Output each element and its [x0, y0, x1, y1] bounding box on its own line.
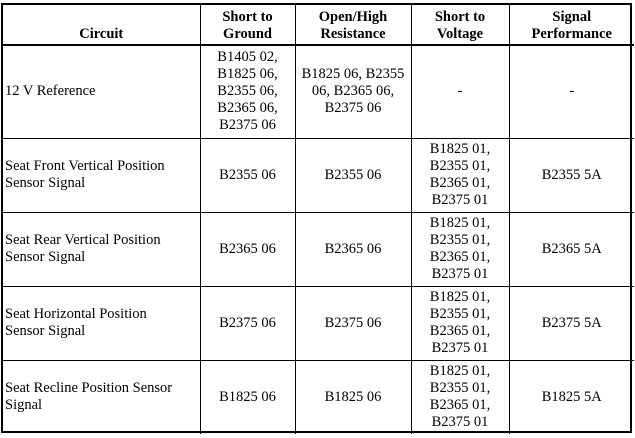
cell-circuit	[3, 45, 200, 138]
cell-open-high-resistance	[295, 212, 411, 286]
cell-short-to-voltage	[411, 138, 509, 212]
cell-line: B2375 06	[324, 100, 382, 117]
header-short-to-voltage: Short to Voltage	[411, 5, 509, 45]
cell-line: B2375 06	[219, 117, 276, 134]
cell-line: B2375 01	[431, 414, 489, 431]
cell-line: B2355 06	[324, 166, 382, 183]
cell-line: B1825 01,	[429, 215, 491, 231]
cell-circuit	[3, 286, 200, 360]
cell-line: B2375 06	[324, 314, 382, 331]
cell-short-to-ground	[200, 360, 295, 434]
table-row	[3, 138, 634, 212]
cell-signal-performance	[509, 45, 634, 138]
cell-line: B2355 01,	[429, 158, 491, 174]
cell-line: B1825 06	[219, 388, 276, 405]
cell-line: B2365 01,	[429, 397, 491, 414]
cell-short-to-ground	[200, 45, 295, 138]
cell-line: 12 V Reference	[5, 83, 96, 100]
cell-line: B2355 5A	[541, 166, 602, 183]
cell-circuit	[3, 138, 200, 212]
cell-line: B1825 01,	[429, 141, 491, 157]
cell-circuit	[3, 212, 200, 286]
cell-line: B2365 01,	[429, 323, 491, 339]
cell-circuit	[3, 360, 200, 434]
cell-signal-performance	[509, 212, 634, 286]
cell-signal-performance	[509, 138, 634, 212]
table-row	[3, 286, 634, 360]
cell-line: B2375 06	[219, 314, 276, 331]
cell-open-high-resistance	[295, 360, 411, 434]
cell-short-to-ground	[200, 138, 295, 212]
cell-line: B2355 01,	[429, 232, 491, 248]
cell-line: B1825 01,	[429, 363, 491, 380]
cell-line: B2355 01,	[429, 306, 491, 322]
header-signal-performance: Signal Performance	[509, 5, 634, 45]
cell-line: B1405 02,	[217, 49, 278, 66]
cell-short-to-ground	[200, 286, 295, 360]
cell-signal-performance	[509, 360, 634, 434]
table-body	[3, 45, 634, 434]
cell-open-high-resistance	[295, 45, 411, 138]
header-short-to-ground: Short to Ground	[200, 5, 295, 45]
cell-line: Sensor Signal	[5, 175, 86, 191]
header-row	[3, 5, 634, 45]
cell-line: B2365 06,	[217, 100, 278, 117]
dtc-table-container	[1, 3, 632, 433]
cell-line: Seat Horizontal Position	[5, 306, 147, 322]
cell-line: 06, B2365 06,	[311, 83, 395, 100]
cell-line: B1825 5A	[541, 388, 602, 405]
cell-line: B1825 06,	[217, 66, 278, 83]
cell-line: B2365 06	[324, 240, 382, 257]
cell-line: B1825 06	[324, 388, 382, 405]
circuit-dtc-table	[3, 5, 634, 434]
cell-line: B2375 01	[431, 340, 489, 356]
header-circuit: Circuit	[3, 5, 200, 45]
table-row	[3, 45, 634, 138]
cell-short-to-voltage	[411, 360, 509, 434]
cell-line: B2355 06,	[217, 83, 278, 100]
cell-line: -	[569, 83, 575, 100]
cell-line: B2375 01	[431, 266, 489, 282]
cell-line: Seat Rear Vertical Position	[5, 232, 161, 248]
cell-line: B2365 06	[219, 240, 276, 257]
cell-line: B2375 01	[431, 192, 489, 208]
cell-signal-performance	[509, 286, 634, 360]
cell-short-to-voltage	[411, 45, 509, 138]
cell-line: Seat Front Vertical Position	[5, 158, 165, 174]
header-open-high-resistance: Open/High Resistance	[295, 5, 411, 45]
table-row	[3, 360, 634, 434]
cell-open-high-resistance	[295, 286, 411, 360]
cell-line: Sensor Signal	[5, 249, 86, 265]
cell-line: B1825 01,	[429, 289, 491, 305]
cell-line: B2375 5A	[541, 314, 602, 331]
cell-line: -	[457, 83, 463, 100]
cell-line: B2365 01,	[429, 175, 491, 191]
cell-line: Signal	[5, 397, 43, 414]
cell-line: B2365 01,	[429, 249, 491, 265]
cell-line: Seat Recline Position Sensor	[5, 380, 173, 397]
cell-line: Sensor Signal	[5, 323, 86, 339]
cell-short-to-voltage	[411, 212, 509, 286]
table-row	[3, 212, 634, 286]
cell-open-high-resistance	[295, 138, 411, 212]
cell-short-to-ground	[200, 212, 295, 286]
cell-line: B2355 01,	[429, 380, 491, 397]
cell-line: B2365 5A	[541, 240, 602, 257]
cell-line: B1825 06, B2355	[301, 66, 405, 83]
cell-short-to-voltage	[411, 286, 509, 360]
cell-line: B2355 06	[219, 166, 276, 183]
